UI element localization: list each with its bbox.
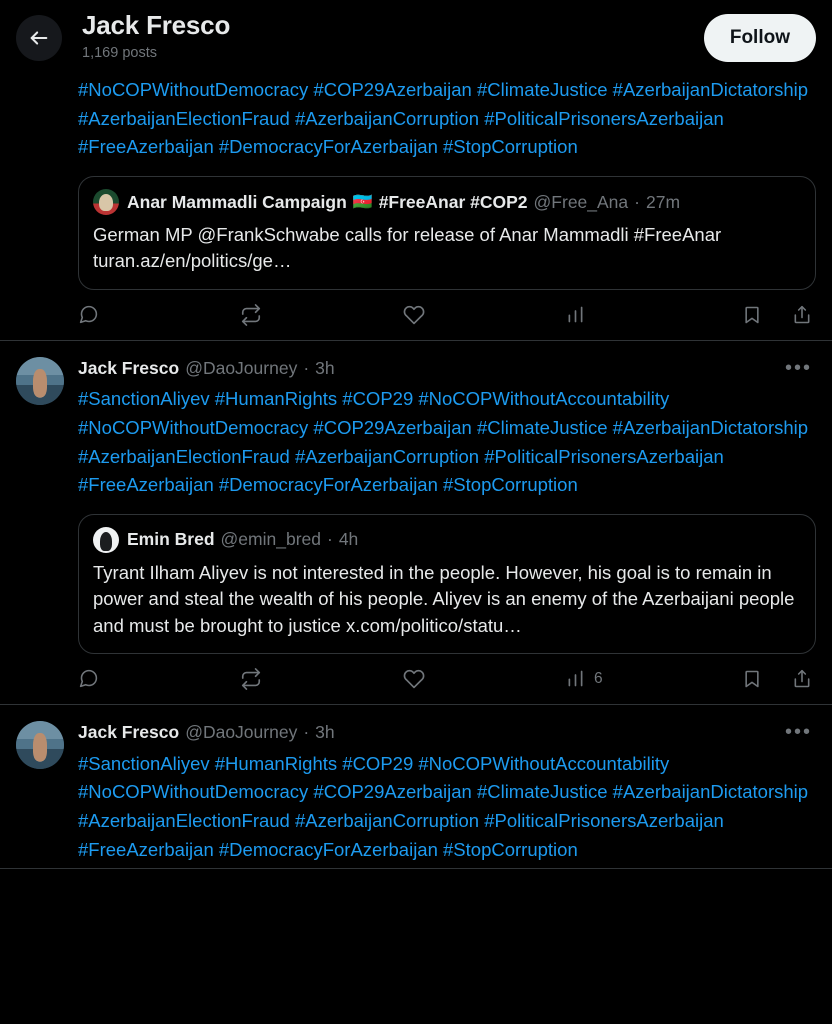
meta-separator: · <box>303 721 310 742</box>
reply-icon <box>78 304 99 325</box>
quoted-timestamp: 27m <box>645 191 681 212</box>
tweet-body <box>64 76 816 340</box>
tweet-feed <box>0 76 832 869</box>
avatar-column <box>16 76 64 340</box>
quoted-avatar <box>93 527 119 553</box>
hashtag-list[interactable]: #NoCOPWithoutDemocracy #COP29Azerbaijan #ClimateJustice #AzerbaijanDictatorship #AzerbaijanElectionFraud #AzerbaijanCorruption #PoliticalPrisonersAzerbaijan #FreeAzerbaijan #DemocracyForAzerbaijan #StopCorruption <box>78 79 809 158</box>
quoted-tweet-text: Tyrant Ilham Aliyev is not interested in the people. However, his goal is to remain in power and steal the wealth of his people. Aliyev is an enemy of the Azerbaijani people and must be brought to justice x.com/politico/statu… <box>93 561 795 636</box>
bookmark-button[interactable] <box>742 305 762 325</box>
share-button[interactable] <box>792 305 812 325</box>
quoted-tweet-text: German MP @FrankSchwabe calls for release of Anar Mammadli #FreeAnar turan.az/en/politics/ge… <box>93 224 722 272</box>
author-handle[interactable]: @DaoJourney <box>185 357 298 378</box>
reply-button[interactable] <box>78 668 240 689</box>
tweet-item[interactable] <box>0 341 832 705</box>
posts-count: 1,169 posts <box>82 45 157 62</box>
like-button[interactable] <box>403 304 565 326</box>
quoted-handle: @Free_Ana <box>533 191 629 212</box>
like-button[interactable] <box>403 668 565 690</box>
page-title: Jack Fresco <box>82 10 231 41</box>
retweet-button[interactable] <box>240 304 403 326</box>
heart-icon <box>403 668 425 690</box>
avatar-image <box>16 357 64 405</box>
avatar-column <box>16 709 64 868</box>
tweet-body <box>64 709 816 868</box>
tweet-body <box>64 345 816 704</box>
analytics-icon <box>565 304 586 325</box>
azerbaijan-flag-icon: 🇦🇿 <box>352 194 373 212</box>
header-titles <box>82 11 704 63</box>
avatar-image <box>16 721 64 769</box>
retweet-button[interactable] <box>240 668 403 690</box>
reply-button[interactable] <box>78 304 240 325</box>
views-button[interactable] <box>565 304 728 325</box>
tweet-item[interactable] <box>0 76 832 341</box>
reply-icon <box>78 668 99 689</box>
retweet-icon <box>240 304 262 326</box>
tweet-actions <box>78 304 816 336</box>
tweet-timestamp[interactable]: 3h <box>315 357 335 378</box>
quoted-tweet-card[interactable] <box>78 514 816 654</box>
back-button[interactable] <box>16 15 62 61</box>
quoted-avatar <box>93 189 119 215</box>
tweet-actions <box>78 668 816 700</box>
share-icon <box>792 305 812 325</box>
tweet-item[interactable] <box>0 705 832 869</box>
share-icon <box>792 669 812 689</box>
tweet-meta <box>78 357 816 380</box>
heart-icon <box>403 304 425 326</box>
avatar-column <box>16 345 64 704</box>
more-options-button[interactable]: ••• <box>784 721 812 744</box>
quoted-tweet-header <box>93 527 801 553</box>
quoted-tweet-card[interactable] <box>78 176 816 290</box>
quoted-author-name: Emin Bred <box>127 529 215 550</box>
arrow-left-icon <box>28 27 50 49</box>
profile-header <box>0 0 832 76</box>
quoted-timestamp: 4h <box>338 529 359 550</box>
quoted-separator: · <box>327 529 333 550</box>
quoted-handle: @emin_bred <box>220 529 321 550</box>
more-options-button[interactable]: ••• <box>784 356 812 379</box>
share-button[interactable] <box>792 669 812 689</box>
bookmark-icon <box>742 305 762 325</box>
author-handle[interactable]: @DaoJourney <box>185 721 298 742</box>
bookmark-button[interactable] <box>742 669 762 689</box>
analytics-icon <box>565 668 586 689</box>
author-name[interactable]: Jack Fresco <box>78 721 180 742</box>
follow-button[interactable]: Follow <box>704 14 816 62</box>
views-button[interactable] <box>565 668 728 689</box>
tweet-timestamp[interactable]: 3h <box>315 721 335 742</box>
avatar[interactable] <box>16 357 64 405</box>
quoted-tweet-header <box>93 189 801 215</box>
views-count: 6 <box>594 669 603 687</box>
author-name[interactable]: Jack Fresco <box>78 357 180 378</box>
bookmark-icon <box>742 669 762 689</box>
hashtag-list[interactable]: #SanctionAliyev #HumanRights #COP29 #NoCOPWithoutAccountability #NoCOPWithoutDemocracy #COP29Azerbaijan #ClimateJustice #AzerbaijanDictatorship #AzerbaijanElectionFraud #AzerbaijanCorruption #PoliticalPrisonersAzerbaijan #FreeAzerbaijan #DemocracyForAzerbaijan #StopCorruption <box>78 388 809 496</box>
quoted-separator: · <box>634 191 640 212</box>
retweet-icon <box>240 668 262 690</box>
hashtag-list[interactable]: #SanctionAliyev #HumanRights #COP29 #NoCOPWithoutAccountability #NoCOPWithoutDemocracy #COP29Azerbaijan #ClimateJustice #AzerbaijanDictatorship #AzerbaijanElectionFraud #AzerbaijanCorruption #PoliticalPrisonersAzerbaijan #FreeAzerbaijan #DemocracyForAzerbaijan #StopCorruption <box>78 752 809 860</box>
quoted-name-hashtags: #FreeAnar #COP2 <box>378 191 528 212</box>
meta-separator: · <box>303 357 310 378</box>
avatar[interactable] <box>16 721 64 769</box>
quoted-author-name: Anar Mammadli Campaign <box>127 191 347 212</box>
tweet-meta <box>78 721 816 744</box>
